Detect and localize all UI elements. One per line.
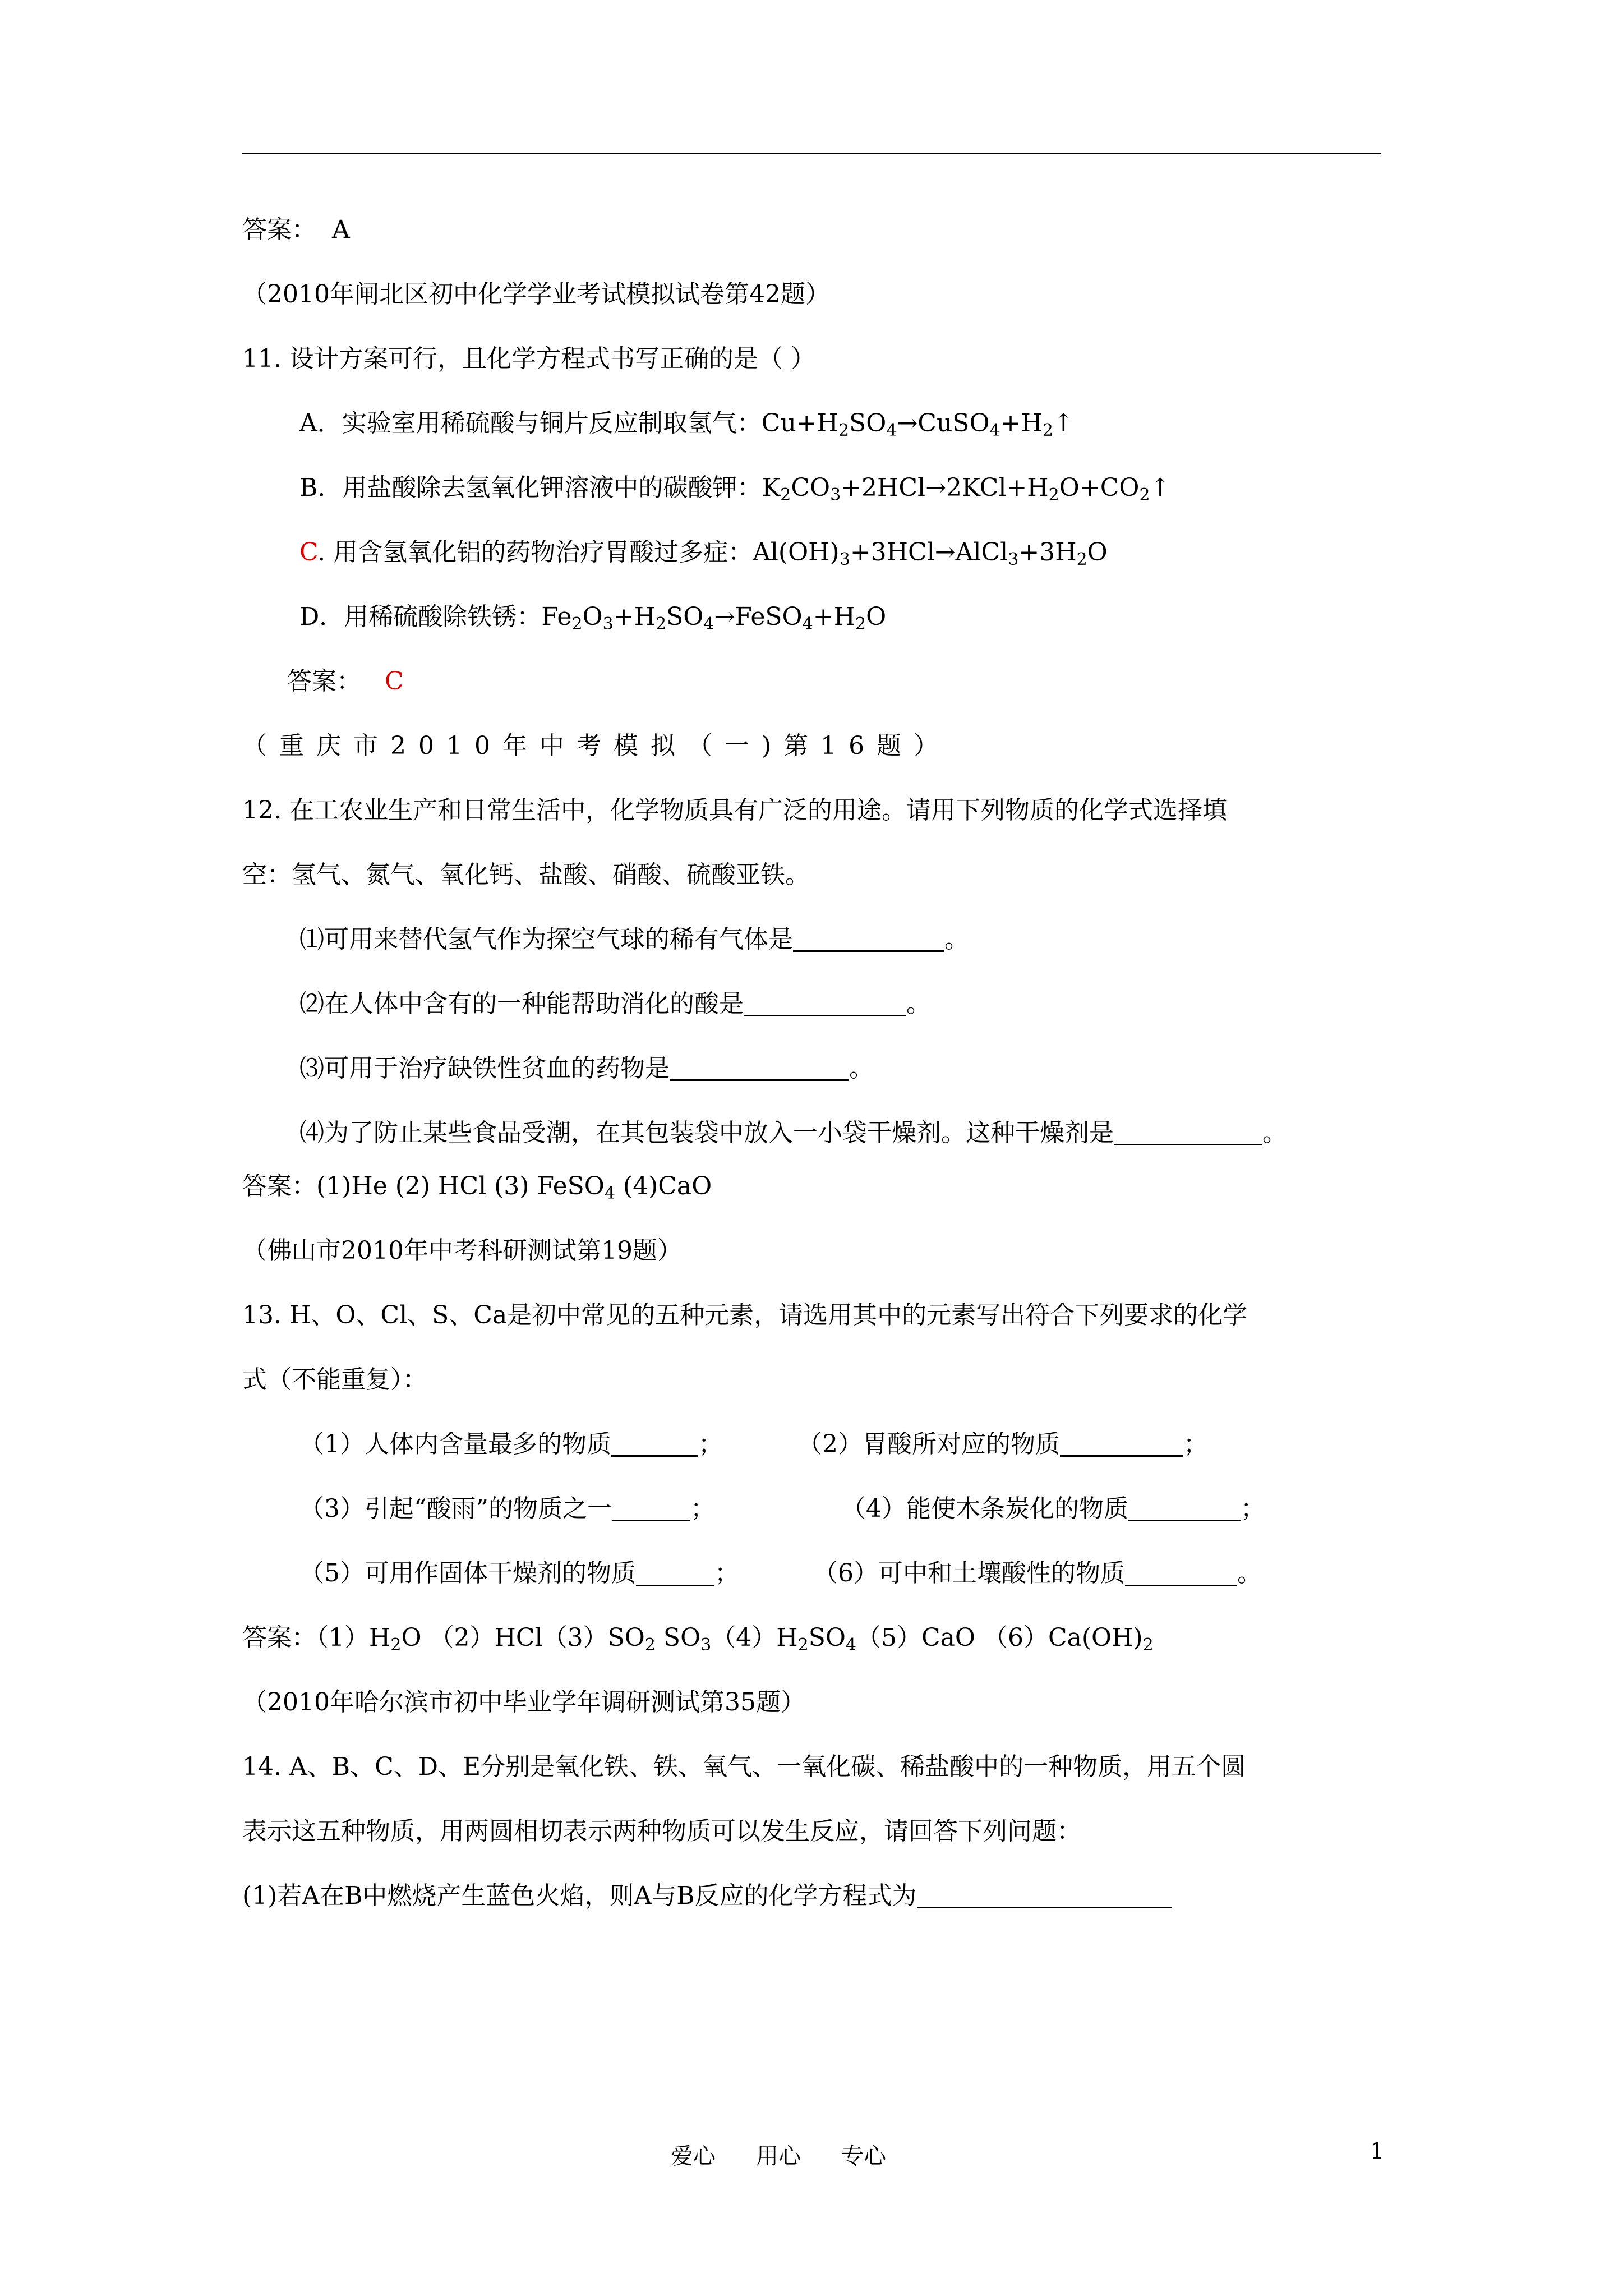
- answer-blank[interactable]: [793, 926, 944, 952]
- header-rule: [242, 153, 1381, 154]
- q13-row3-right: （6）可中和土壤酸性的物质 。: [813, 1559, 1262, 1588]
- question-14-stem-line2: 表示这五种物质，用两圆相切表示两种物质可以发生反应，请回答下列问题：: [242, 1817, 1081, 1846]
- source-q13: （佛山市2010年中考科研测试第19题）: [242, 1236, 682, 1265]
- page-footer: 爱心 用心 专心: [671, 2143, 886, 2169]
- answer-q12: 答案：(1)He (2) HCl (3) FeSO$_4$ (4)CaO: [242, 1172, 712, 1203]
- q11-option-b: B．用盐酸除去氢氧化钾溶液中的碳酸钾：$K_2CO_3+2HCl\to 2KCl+H_2O+CO_2↑$: [299, 473, 1171, 505]
- q12-part2: ⑵在人体中含有的一种能帮助消化的酸是 。: [299, 990, 931, 1018]
- answer-blank[interactable]: [1128, 1496, 1241, 1521]
- answer-blank[interactable]: [1060, 1430, 1183, 1457]
- answer-blank[interactable]: [744, 990, 906, 1016]
- source-q12: （重庆市2010年中考模拟（一)第16题）: [242, 731, 951, 760]
- answer-blank[interactable]: [670, 1055, 849, 1081]
- q12-part1: ⑴可用来替代氢气作为探空气球的稀有气体是 。: [299, 925, 969, 954]
- question-13-stem-line2: 式（不能重复）：: [242, 1365, 427, 1394]
- question-12-stem-line1: 12. 在工农业生产和日常生活中，化学物质具有广泛的用途。请用下列物质的化学式选择填: [242, 796, 1227, 825]
- q11-option-a: A．实验室用稀硫酸与铜片反应制取氢气：$Cu+H_2SO_4\to CuSO_4+H_2↑$: [299, 409, 1074, 440]
- answer-q11: 答案： C: [287, 667, 404, 696]
- answer-blank[interactable]: [636, 1560, 714, 1586]
- answer-q13: 答案：$(1)H_2O$ $(2)HCl(3)SO_2$ $SO_3(4)H_2SO_4(5)CaO$ $(6)Ca(OH)_2$: [242, 1623, 1154, 1655]
- page-number: 1: [1370, 2138, 1385, 2164]
- question-14-stem-line1: 14. A、B、C、D、E分别是氧化铁、铁、氧气、一氧化碳、稀盐酸中的一种物质，用五个圆: [242, 1752, 1246, 1781]
- question-12-stem-line2: 空：氢气、氮气、氧化钙、盐酸、硝酸、硫酸亚铁。: [242, 861, 810, 889]
- answer-blank[interactable]: [611, 1430, 698, 1457]
- answer-blank[interactable]: [612, 1496, 690, 1521]
- q11-option-c-letter: C: [299, 538, 318, 567]
- q13-row1: （1）人体内含量最多的物质 ；: [299, 1430, 723, 1458]
- answer-blank[interactable]: [917, 1883, 1172, 1908]
- q12-part4: ⑷为了防止某些食品受潮，在其包装袋中放入一小袋干燥剂。这种干燥剂是 。: [299, 1119, 1287, 1147]
- q14-part1: (1)若A在B中燃烧产生蓝色火焰，则A与B反应的化学方程式为: [242, 1879, 1172, 1913]
- question-13-stem-line1: 13. H、O、Cl、S、Ca是初中常见的五种元素，请选用其中的元素写出符合下列要求的化学: [242, 1301, 1248, 1329]
- q13-row2-right: （4）能使木条炭化的物质 ；: [841, 1494, 1265, 1523]
- q12-part3: ⑶可用于治疗缺铁性贫血的药物是 。: [299, 1054, 874, 1083]
- q11-option-c: C. 用含氢氧化铝的药物治疗胃酸过多症：$Al(OH)_3+3HCl\to AlCl_3+3H_2O$: [299, 538, 1108, 569]
- answer-blank[interactable]: [1114, 1119, 1262, 1145]
- answer-blank[interactable]: [1125, 1560, 1237, 1586]
- question-11-stem: 11. 设计方案可行，且化学方程式书写正确的是（ ）: [242, 344, 815, 373]
- source-q11: （2010年闸北区初中化学学业考试模拟试卷第42题）: [242, 280, 830, 309]
- q13-row1-right: （2）胃酸所对应的物质 ；: [797, 1430, 1208, 1458]
- q13-row2: （3）引起“酸雨”的物质之一 ；: [299, 1494, 715, 1523]
- source-q14: （2010年哈尔滨市初中毕业学年调研测试第35题）: [242, 1688, 805, 1717]
- answer-q10: 答案： A: [242, 215, 350, 244]
- q13-row3: （5）可用作固体干燥剂的物质 ；: [299, 1559, 739, 1588]
- q11-option-d: D．用稀硫酸除铁锈：$Fe_2O_3+H_2SO_4\to FeSO_4+H_2O$: [299, 602, 887, 634]
